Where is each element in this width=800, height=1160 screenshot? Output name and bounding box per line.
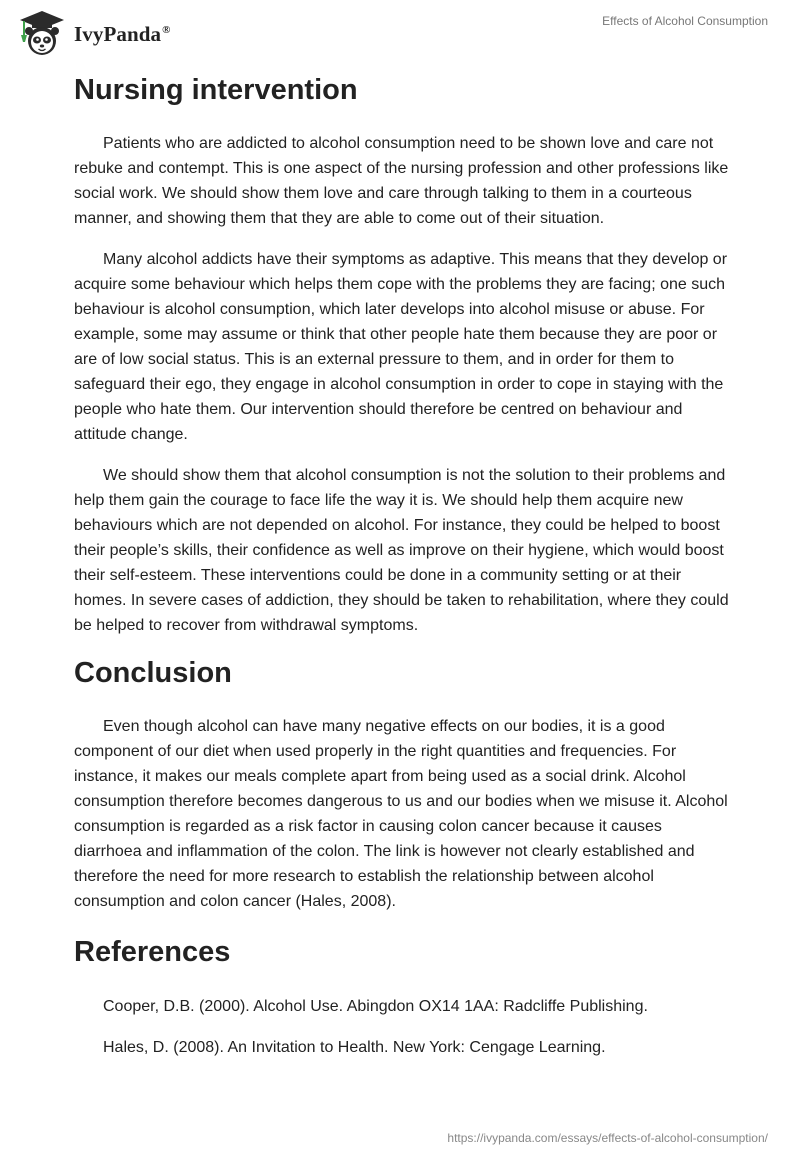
page-header <box>16 8 768 58</box>
essay-content <box>74 70 730 1060</box>
panda-graduate-icon <box>16 9 68 57</box>
reference-item: Cooper, D.B. (2000). Alcohol Use. Abingdon OX14 1AA: Radcliffe Publishing. <box>103 998 648 1015</box>
heading-nursing-intervention: Nursing intervention <box>74 74 358 106</box>
paragraph: Many alcohol addicts have their symptoms as adaptive. This means that they develop or acquire some behaviour which helps them cope with the problems they are facing; one such behaviour is alcohol consumption, which later develops into alcohol misuse or abuse. For example, some may assume or think that other people hate them because they are poor or are of low social status. This is an external pressure to them, and in order for them to safeguard their ego, they engage in alcohol consumption in order to cope in staying with the people who hate them. Our intervention should therefore be centred on behaviour and attitude change. <box>74 251 728 443</box>
brand-name: IvyPanda® <box>74 21 171 46</box>
heading-references: References <box>74 936 231 968</box>
paragraph: Patients who are addicted to alcohol consumption need to be shown love and care not rebuke and contempt. This is one aspect of the nursing profession and other professions like social work. We should show them love and care through talking to them in a courteous manner, and showing them that they are able to come out of their situation. <box>74 135 729 227</box>
registered-mark: ® <box>162 23 171 36</box>
source-url[interactable]: https://ivypanda.com/essays/effects-of-alcohol-consumption/ <box>447 1131 768 1145</box>
paragraph: We should show them that alcohol consumption is not the solution to their problems and help them gain the courage to face life the way it is. We should help them acquire new behaviours which are not depended on alcohol. For instance, they could be helped to boost their people’s skills, their confidence as well as improve on their hygiene, which would boost their self-esteem. These interventions could be done in a community setting or at their homes. In severe cases of addiction, they should be taken to rehabilitation, where they could be helped to recover from withdrawal symptoms. <box>74 467 729 634</box>
reference-item: Hales, D. (2008). An Invitation to Health. New York: Cengage Learning. <box>103 1039 606 1056</box>
running-title: Effects of Alcohol Consumption <box>602 14 768 28</box>
heading-conclusion: Conclusion <box>74 657 232 689</box>
paragraph: Even though alcohol can have many negative effects on our bodies, it is a good component of our diet when used properly in the right quantities and frequencies. For instance, it makes our meals complete apart from being used as a social drink. Alcohol consumption therefore becomes dangerous to us and our bodies when we misuse it. Alcohol consumption is regarded as a risk factor in causing colon cancer because it causes diarrhoea and inflammation of the colon. The link is however not clearly established and therefore the need for more research to establish the relationship between alcohol consumption and colon cancer (Hales, 2008). <box>74 718 728 910</box>
ivypanda-logo[interactable] <box>16 8 171 58</box>
